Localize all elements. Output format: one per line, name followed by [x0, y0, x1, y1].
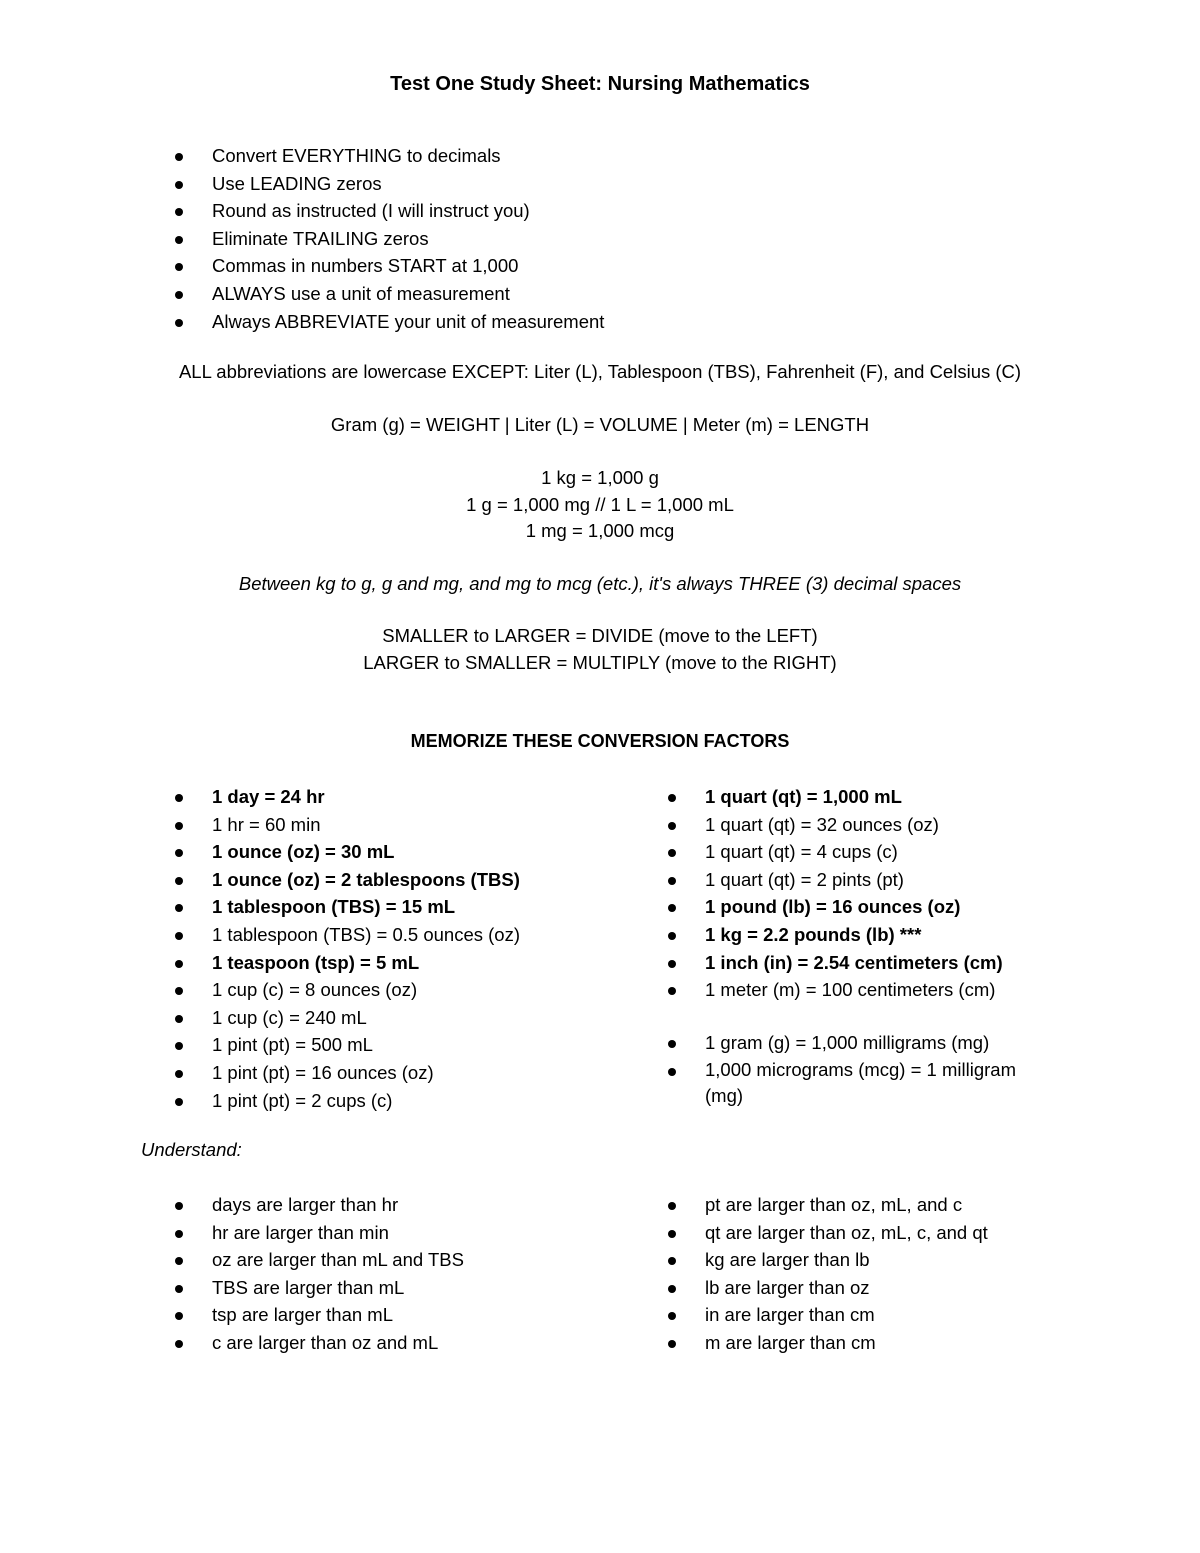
- decimal-note: Between kg to g, g and mg, and mg to mcg (etc.), it's always THREE (3) decimal spaces: [238, 573, 962, 594]
- bullet-icon: [175, 263, 183, 271]
- bullet-icon: [175, 1257, 183, 1265]
- conversion-item: [705, 893, 1055, 921]
- conversion-item: [705, 949, 1055, 977]
- conversion-item: [212, 976, 520, 1004]
- rule-item-text: Commas in numbers START at 1,000: [212, 255, 519, 277]
- bullet-icon: [175, 794, 183, 802]
- bullet-icon: [668, 1257, 676, 1265]
- conversion-item-text: 1 tablespoon (TBS) = 0.5 ounces (oz): [212, 923, 520, 945]
- bullet-icon: [175, 153, 183, 161]
- bullet-icon: [175, 1015, 183, 1023]
- bullet-icon: [668, 849, 676, 857]
- bullet-icon: [668, 1340, 676, 1348]
- metric-line-1: 1 kg = 1,000 g: [541, 467, 659, 488]
- bullet-icon: [175, 822, 183, 830]
- conversion-heading: MEMORIZE THESE CONVERSION FACTORS: [410, 731, 790, 751]
- bullet-icon: [668, 987, 676, 995]
- bullet-icon: [175, 932, 183, 940]
- understand-item: [705, 1219, 988, 1247]
- understand-left-list: [212, 1191, 464, 1357]
- rule-item: [212, 142, 604, 170]
- abbreviation-note: ALL abbreviations are lowercase EXCEPT: Liter (L), Tablespoon (TBS), Fahrenheit (F), and Celsius (C): [178, 361, 1022, 382]
- bullet-icon: [668, 822, 676, 830]
- understand-item: [212, 1301, 464, 1329]
- conversion-item-text: 1 hr = 60 min: [212, 813, 321, 835]
- bullet-icon: [175, 208, 183, 216]
- rule-item-text: Convert EVERYTHING to decimals: [212, 145, 501, 166]
- rule-item: [212, 280, 604, 308]
- understand-item-text: m are larger than cm: [705, 1331, 876, 1353]
- understand-item: [212, 1274, 464, 1302]
- understand-right-list: [705, 1191, 988, 1357]
- conversion-item-text: 1 kg = 2.2 pounds (lb) ***: [705, 923, 922, 945]
- conversion-item: [705, 783, 1055, 811]
- conversion-item-text: 1 quart (qt) = 32 ounces (oz): [705, 813, 939, 835]
- bullet-icon: [668, 904, 676, 912]
- conversion-item: [212, 838, 520, 866]
- understand-item-text: oz are larger than mL and TBS: [212, 1249, 464, 1271]
- bullet-icon: [175, 1285, 183, 1293]
- understand-item: [212, 1329, 464, 1357]
- bullet-icon: [175, 849, 183, 857]
- understand-item: [705, 1274, 988, 1302]
- bullet-icon: [175, 960, 183, 968]
- conversion-item-text: 1 cup (c) = 240 mL: [212, 1006, 367, 1028]
- conversions-right-metric-list: [705, 1029, 1055, 1109]
- understand-item-text: in are larger than cm: [705, 1304, 875, 1326]
- conversion-item: [212, 866, 520, 894]
- rule-item: [212, 308, 604, 336]
- understand-item-text: qt are larger than oz, mL, c, and qt: [705, 1221, 988, 1243]
- conversion-item: [705, 921, 1055, 949]
- conversion-item: [212, 1059, 520, 1087]
- conversion-item: [705, 976, 1055, 1004]
- understand-item-text: c are larger than oz and mL: [212, 1331, 439, 1353]
- understand-item: [212, 1191, 464, 1219]
- rules-list: [212, 142, 604, 335]
- conversion-item-text: 1 tablespoon (TBS) = 15 mL: [212, 896, 456, 918]
- understand-item-text: kg are larger than lb: [705, 1249, 870, 1271]
- conversion-item-text: 1 ounce (oz) = 2 tablespoons (TBS): [212, 868, 520, 890]
- conversion-item: [705, 1057, 1055, 1109]
- bullet-icon: [668, 1312, 676, 1320]
- bullet-icon: [175, 1312, 183, 1320]
- understand-item-text: days are larger than hr: [212, 1194, 399, 1215]
- rule-item: [212, 170, 604, 198]
- understand-item: [212, 1219, 464, 1247]
- rule-item: [212, 197, 604, 225]
- conversion-item-text: 1 ounce (oz) = 30 mL: [212, 841, 395, 863]
- rule-item-text: ALWAYS use a unit of measurement: [212, 282, 510, 304]
- bullet-icon: [175, 1070, 183, 1078]
- bullet-icon: [175, 319, 183, 327]
- conversion-item: [212, 811, 520, 839]
- bullet-icon: [175, 1202, 183, 1210]
- bullet-icon: [668, 960, 676, 968]
- conversion-item: [212, 1004, 520, 1032]
- bullet-icon: [175, 181, 183, 189]
- conversion-item-text: 1 pint (pt) = 16 ounces (oz): [212, 1061, 434, 1083]
- bullet-icon: [175, 1340, 183, 1348]
- bullet-icon: [175, 877, 183, 885]
- bullet-icon: [668, 877, 676, 885]
- conversion-item-text: 1 quart (qt) = 2 pints (pt): [705, 868, 904, 890]
- rule-item-text: Round as instructed (I will instruct you): [212, 200, 530, 222]
- bullet-icon: [668, 1040, 676, 1048]
- conversion-item: [705, 1029, 1055, 1057]
- conversion-item: [212, 1087, 520, 1115]
- bullet-icon: [175, 291, 183, 299]
- conversion-item-text: 1 gram (g) = 1,000 milligrams (mg): [705, 1032, 990, 1053]
- conversion-item-text: 1,000 micrograms (mcg) = 1 milligram (mg): [705, 1058, 1016, 1106]
- bullet-icon: [175, 987, 183, 995]
- rule-item-text: Use LEADING zeros: [212, 172, 382, 194]
- conversion-item-text: 1 teaspoon (tsp) = 5 mL: [212, 951, 420, 973]
- conversion-item: [705, 838, 1055, 866]
- conversion-item-text: 1 pint (pt) = 2 cups (c): [212, 1089, 393, 1111]
- bullet-icon: [668, 794, 676, 802]
- conversion-item-text: 1 pound (lb) = 16 ounces (oz): [705, 896, 961, 918]
- bullet-icon: [175, 236, 183, 244]
- bullet-icon: [175, 1230, 183, 1238]
- conversion-item-text: 1 quart (qt) = 1,000 mL: [705, 786, 902, 807]
- bullet-icon: [668, 1230, 676, 1238]
- bullet-icon: [175, 1042, 183, 1050]
- conversion-item: [212, 949, 520, 977]
- units-line: Gram (g) = WEIGHT | Liter (L) = VOLUME | Meter (m) = LENGTH: [330, 414, 870, 435]
- direction-multiply: LARGER to SMALLER = MULTIPLY (move to the RIGHT): [363, 652, 837, 673]
- bullet-icon: [668, 1202, 676, 1210]
- understand-item-text: tsp are larger than mL: [212, 1304, 393, 1326]
- bullet-icon: [668, 1068, 676, 1076]
- conversion-item: [212, 783, 520, 811]
- conversion-item-text: 1 pint (pt) = 500 mL: [212, 1034, 373, 1056]
- conversions-left-list: [212, 783, 520, 1114]
- understand-item: [705, 1329, 988, 1357]
- conversion-item-text: 1 meter (m) = 100 centimeters (cm): [705, 979, 996, 1001]
- understand-item-text: hr are larger than min: [212, 1221, 389, 1243]
- conversion-item: [705, 866, 1055, 894]
- conversion-item-text: 1 cup (c) = 8 ounces (oz): [212, 979, 418, 1001]
- conversion-item: [212, 1031, 520, 1059]
- rule-item-text: Always ABBREVIATE your unit of measurement: [212, 310, 605, 332]
- conversion-item: [212, 893, 520, 921]
- conversions-right-list: [705, 783, 1055, 1004]
- conversion-item: [212, 921, 520, 949]
- understand-item-text: TBS are larger than mL: [212, 1276, 405, 1298]
- understand-item: [212, 1246, 464, 1274]
- understand-item: [705, 1301, 988, 1329]
- metric-line-3: 1 mg = 1,000 mcg: [525, 520, 675, 541]
- rule-item-text: Eliminate TRAILING zeros: [212, 227, 429, 249]
- understand-label: Understand:: [141, 1139, 242, 1160]
- page-title: Test One Study Sheet: Nursing Mathematics: [390, 73, 810, 95]
- rule-item: [212, 252, 604, 280]
- metric-line-2: 1 g = 1,000 mg // 1 L = 1,000 mL: [466, 494, 734, 515]
- bullet-icon: [175, 1098, 183, 1106]
- rule-item: [212, 225, 604, 253]
- bullet-icon: [668, 1285, 676, 1293]
- understand-item-text: pt are larger than oz, mL, and c: [705, 1194, 963, 1215]
- conversion-item: [705, 811, 1055, 839]
- direction-divide: SMALLER to LARGER = DIVIDE (move to the LEFT): [382, 625, 818, 646]
- conversion-item-text: 1 day = 24 hr: [212, 786, 325, 807]
- conversion-item-text: 1 inch (in) = 2.54 centimeters (cm): [705, 951, 1003, 973]
- conversion-item-text: 1 quart (qt) = 4 cups (c): [705, 841, 898, 863]
- understand-item: [705, 1246, 988, 1274]
- bullet-icon: [175, 904, 183, 912]
- understand-item-text: lb are larger than oz: [705, 1276, 870, 1298]
- understand-item: [705, 1191, 988, 1219]
- bullet-icon: [668, 932, 676, 940]
